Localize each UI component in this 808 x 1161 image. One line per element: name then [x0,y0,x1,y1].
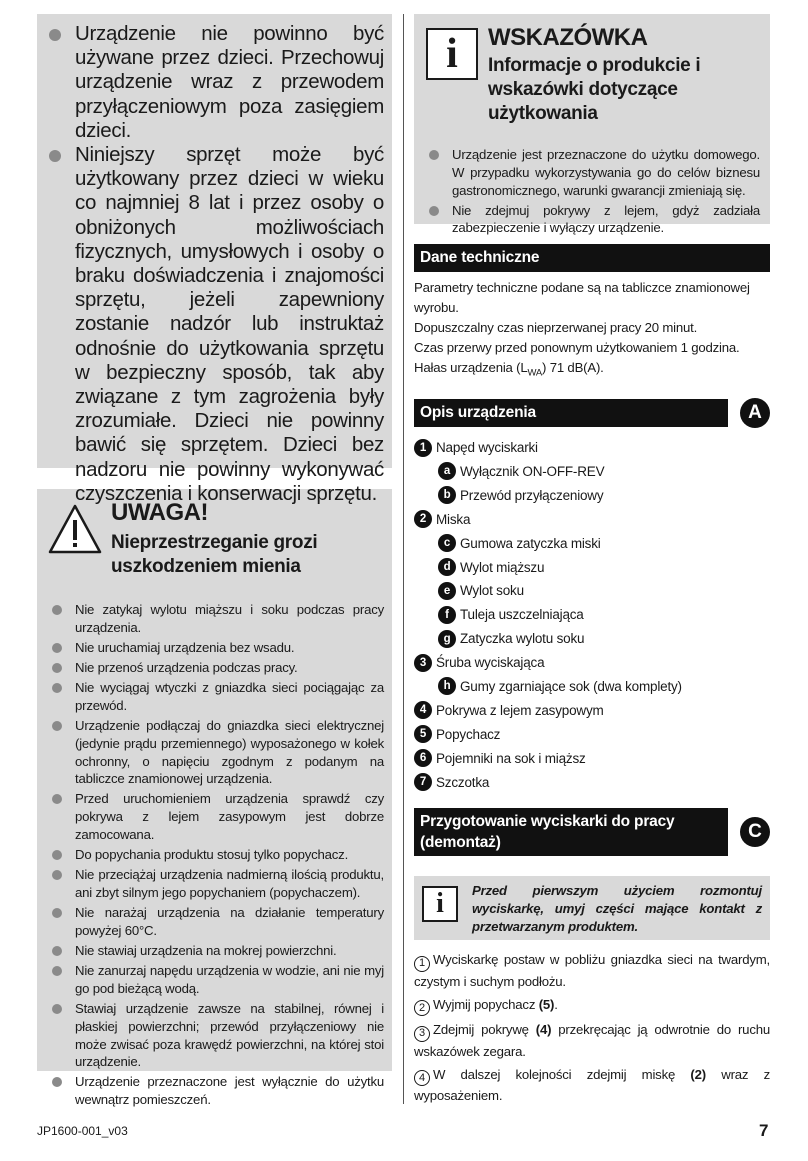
hint-item: Nie zdejmuj pokrywy z lejem, gdyż zadziała zabezpieczenie i wyłączy urządzenie. [424,202,760,238]
step-text: Wyjmij popychacz [433,996,536,1012]
warning-item: Nie przenoś urządzenia podczas pracy. [47,659,384,677]
part-mark: 4 [414,701,432,719]
step-text: W dalszej kolejności zdejmij miskę [433,1066,676,1082]
warning-item: Nie uruchamiaj urządzenia bez wsadu. [47,639,384,657]
part-item [414,746,770,770]
part-item [414,722,770,746]
description-header [414,398,770,428]
step-number: 4 [414,1070,430,1086]
info-icon: i [422,886,458,922]
tech-line: Parametry techniczne podane są na tabliczce znamionowej wyrobu. [414,280,750,315]
warning-item: Stawiaj urządzenie zawsze na stabilnej, równej i płaskiej powierzchni; przewód przyłączeniowy nie może zwisać poza krawędź powierzchni, na której stoi urządzenie. [47,1000,384,1071]
part-mark: a [438,462,456,480]
part-label: Śruba wyciskająca [436,655,545,671]
noise-prefix: Hałas urządzenia (L [414,360,528,375]
part-item [414,483,770,507]
warning-item: Nie narażaj urządzenia na działanie temperatury powyżej 60°C. [47,904,384,940]
hint-box [414,14,770,236]
warning-box [37,489,392,1108]
part-item [414,507,770,531]
noise-sub: WA [527,367,543,379]
part-label: Wylot soku [460,583,524,599]
prep-step [414,950,770,991]
tech-line: Czas przerwy przed ponownym użytkowaniem 1 godzina. [414,340,740,355]
part-label: Zatyczka wylotu soku [460,631,585,647]
part-item [414,436,770,460]
part-item [414,770,770,794]
document-code: JP1600-001_v03 [37,1124,128,1138]
part-mark: 6 [414,749,432,767]
prep-steps [414,950,770,1105]
column-divider [403,14,404,1104]
part-label: Wyłącznik ON-OFF-REV [460,463,605,479]
prep-step [414,995,770,1017]
part-mark: f [438,606,456,624]
part-mark: 5 [414,725,432,743]
figure-badge-a: A [740,398,770,428]
part-item [414,555,770,579]
part-mark: 7 [414,773,432,791]
part-item [414,675,770,699]
warning-triangle-icon [47,503,103,555]
page-number: 7 [759,1121,769,1140]
part-label: Pokrywa z lejem zasypowym [436,702,604,718]
part-label: Gumowa zatyczka miski [460,535,601,551]
part-mark: c [438,534,456,552]
part-mark: 3 [414,654,432,672]
left-column [37,14,392,1108]
warning-subtitle: Nieprzestrzeganie grozi uszkodzeniem mienia [111,532,318,577]
prep-header [414,808,770,856]
part-item [414,627,770,651]
part-item [414,651,770,675]
part-mark: 2 [414,510,432,528]
step-number: 2 [414,1000,430,1016]
warning-item: Nie wyciągaj wtyczki z gniazdka sieci pociągając za przewód. [47,679,384,715]
hint-item: Urządzenie jest przeznaczone do użytku domowego. W przypadku wykorzystywania go do celów biznesu gastronomicznego, warunki gwarancji zmieniają się. [424,146,760,199]
prep-step [414,1020,770,1061]
figure-badge-c: C [740,817,770,847]
warning-title: UWAGA! [111,499,208,526]
step-rest: przekręcając ją odwrotnie do ruchu wskazówek zegara. [414,1022,770,1059]
safety-box [37,14,392,505]
step-text: Wyciskarkę postaw w pobliżu gniazdka sieci na twardym, czystym i suchym podłożu. [414,952,770,989]
noise-line [414,358,770,384]
warning-item: Nie zanurzaj napędu urządzenia w wodzie, ani nie myj go pod bieżącą wodą. [47,962,384,998]
step-ref: (4) [535,1022,552,1037]
part-label: Popychacz [436,726,501,742]
step-text: Zdejmij pokrywę [433,1022,529,1037]
part-item [414,531,770,555]
part-label: Gumy zgarniające sok (dwa komplety) [460,678,682,694]
step-ref: (2) [690,1066,706,1082]
part-mark: d [438,558,456,576]
step-number: 3 [414,1026,430,1042]
part-item [414,698,770,722]
warning-item: Do popychania produktu stosuj tylko popychacz. [47,846,384,864]
safety-bullet: Niniejszy sprzęt może być użytkowany przez dzieci w wieku co najmniej 8 lat i przez osoby o obniżonych możliwościach fizycznych, umysłowych i osoby o braku doświadczenia i znajomości sprzętu, jeżeli zapewniony zostanie nadzór lub instruktaż odnośnie do użytkowania sprzętu w bezpieczny sposób, tak aby związane z tym zagrożenia były zrozumiałe. Dzieci nie powinny bawić się sprzętem. Dzieci bez nadzoru nie powinny wykonywać czyszczenia i konserwacji sprzętu. [45,143,384,506]
tech-line: Dopuszczalny czas nieprzerwanej pracy 20 minut. [414,320,698,335]
part-mark: b [438,486,456,504]
part-item [414,579,770,603]
hint-subtitle: Informacje o produkcie i wskazówki dotyczące użytkowania [488,55,701,124]
part-label: Szczotka [436,774,490,790]
part-mark: h [438,677,456,695]
part-label: Napęd wyciskarki [436,440,538,456]
part-label: Tuleja uszczelniająca [460,607,584,623]
step-ref: (5) [538,996,555,1012]
warning-item: Urządzenie podłączaj do gniazdka sieci elektrycznej (jedynie prądu przemiennego) wyposażonego w kołek ochronny, o napięciu zgodnym z podanym na tabliczce znamionowej urządzenia. [47,717,384,788]
hint-title: WSKAZÓWKA [488,24,648,51]
warning-item: Nie przeciążaj urządzenia nadmierną ilością produktu, ani zbyt silnym jego popychaniem (popychaczem). [47,866,384,902]
prep-note-box [414,876,770,940]
tech-heading: Dane techniczne [414,244,770,272]
part-item [414,460,770,484]
step-number: 1 [414,956,430,972]
part-item [414,603,770,627]
description-heading: Opis urządzenia [414,399,728,427]
safety-bullet: Urządzenie nie powinno być używane przez dzieci. Przechowuj urządzenie wraz z przewodem przyłączeniowym poza zasięgiem dzieci. [45,22,384,143]
right-column [414,14,770,1109]
part-label: Pojemniki na sok i miąższ [436,750,586,766]
warning-item: Przed uruchomieniem urządzenia sprawdź czy pokrywa z lejem zasypowym jest dobrze zamocowana. [47,790,384,843]
prep-step [414,1065,770,1106]
part-label: Wylot miąższu [460,559,545,575]
step-rest: wraz z wyposażeniem. [414,1066,770,1103]
part-label: Miska [436,511,471,527]
warning-item: Nie stawiaj urządzenia na mokrej powierzchni. [47,942,384,960]
part-label: Przewód przyłączeniowy [460,487,604,503]
part-mark: g [438,630,456,648]
step-rest: . [554,996,558,1012]
prep-heading: Przygotowanie wyciskarki do pracy (demontaż) [414,808,728,856]
warning-item: Urządzenie przeznaczone jest wyłącznie do użytku wewnątrz pomieszczeń. [47,1073,384,1109]
part-mark: e [438,582,456,600]
noise-suffix: ) 71 dB(A). [542,360,604,375]
parts-list [414,436,770,794]
info-icon: i [426,28,478,80]
prep-note: Przed pierwszym użyciem rozmontuj wyciskarkę, umyj części mające kontakt z przetwarzanym produktem. [472,883,762,934]
part-mark: 1 [414,439,432,457]
warning-item: Nie zatykaj wylotu miąższu i soku podczas pracy urządzenia. [47,601,384,637]
